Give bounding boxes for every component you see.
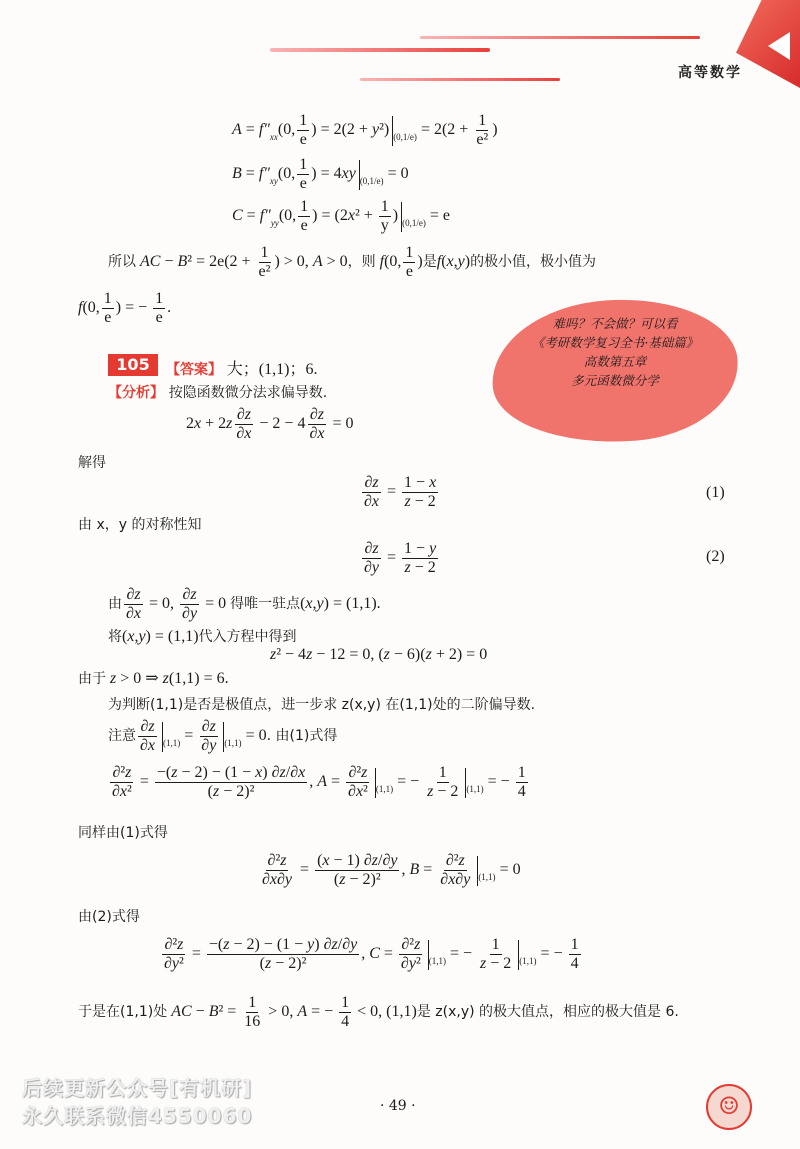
corner-arrow-icon bbox=[768, 32, 790, 60]
answer-text: 大；(1,1)；6. bbox=[226, 361, 318, 378]
substitute-line: 将(x,y) = (1,1)代入方程中得到 bbox=[108, 628, 297, 645]
text-so: 所以 bbox=[108, 254, 136, 271]
text-since: 由于 bbox=[78, 671, 106, 687]
note-line-2: 《考研数学复习全书·基础篇》 bbox=[531, 335, 699, 350]
equation-second-xy: $\frac{\text{∂²z}}{\partial x\partial y}$ = $\frac{(x - 1) \partial z/\partial y}{\text{(z − 2)²}}$ , B = $\frac{\text{∂²z}}{\partial x\partial y}$ $_{(1,1)}$ = 0 bbox=[262, 852, 521, 888]
page-number: · 49 · bbox=[380, 1098, 416, 1114]
note-line-3: 高数第五章 bbox=[583, 354, 647, 369]
text-stationary-post: 得唯一驻点 bbox=[230, 596, 301, 613]
equation-dzdx: $\frac{\partial z}{\partial x}$ = $\frac{1 - x}{z - 2}$ bbox=[364, 474, 437, 510]
text-final-post: 是 z(x,y) 的极大值点，相应的极大值是 6. bbox=[416, 1004, 679, 1021]
stationary-line: 由 $\frac{\partial z}{\partial x}$ = 0, $\frac{\partial z}{\partial y}$ = 0 得唯一驻点(x,y) = (1,1). bbox=[108, 586, 381, 622]
watermark-line-2: 永久联系微信4550060 bbox=[22, 1104, 253, 1128]
text-min-value: 的极小值，极小值为 bbox=[470, 254, 597, 271]
text-from2: 由(2)式得 bbox=[78, 909, 140, 925]
answer-tag: 【答案】 bbox=[166, 362, 222, 378]
since-line: 由于 z > 0 ⇒ z(1,1) = 6. bbox=[78, 670, 229, 687]
text-is: 是 bbox=[422, 254, 437, 271]
analysis-tag: 【分析】 bbox=[108, 385, 164, 401]
final-line: 于是在(1,1)处 AC − B² = $\frac{1}{16}$ > 0, A = − $\frac{1}{4}$ < 0, (1,1)是 z(x,y) 的极大值点，相应的极大值是 6. bbox=[78, 994, 679, 1030]
text-symmetry: 由 x，y 的对称性知 bbox=[78, 517, 202, 533]
text-solve: 解得 bbox=[78, 455, 106, 471]
text-note-post: . 由(1)式得 bbox=[266, 728, 338, 745]
text-final-pre: 于是在(1,1)处 bbox=[78, 1004, 168, 1021]
text-then: ，则 bbox=[347, 254, 376, 271]
text-similarly: 同样由(1)式得 bbox=[78, 825, 168, 841]
equation-B: $B = f''_{xy}(0$, $\frac{1}{e}$ ) = 4xy $_{(0,1/e)}$ = 0 bbox=[232, 156, 409, 192]
equation-second-yy: $\frac{\text{∂²z}}{\text{∂y²}}$ = $\frac{-(z - 2) - (1 - y) \partial z/\partial y}{\text{(z − 2)²}}$ , C = $\frac{\text{∂²z}}{\text{∂y²}}$ $_{(1,1)}$ = − $\frac{1}{z - 2}$ $_{(1,1)}$ = − $\frac{1}{4}$ bbox=[164, 936, 579, 972]
text-stationary-pre: 由 bbox=[108, 596, 122, 613]
header-stripe-1 bbox=[270, 48, 490, 52]
smiley-icon: ☺ bbox=[706, 1084, 752, 1130]
note-line: 注意 $\frac{\partial z}{\partial x}$ $_{(1,1)}$ = $\frac{\partial z}{\partial y}$ $_{(1,1)}$ = 0. 由(1)式得 bbox=[108, 718, 338, 754]
equation-dzdy: $\frac{\partial z}{\partial y}$ = $\frac{1 - y}{z - 2}$ bbox=[364, 540, 437, 576]
header-stripe-2 bbox=[420, 36, 700, 39]
text-substitute-post: 代入方程中得到 bbox=[198, 629, 297, 645]
analysis-line bbox=[108, 382, 327, 402]
header-stripe-3 bbox=[360, 78, 560, 81]
equation-quadratic: z² − 4z − 12 = 0, (z − 6)(z + 2) = 0 bbox=[270, 646, 488, 663]
text-substitute-pre: 将 bbox=[108, 629, 122, 645]
note-line-4: 多元函数微分学 bbox=[571, 373, 659, 388]
eq-label-1: (1) bbox=[706, 484, 725, 501]
answer-line bbox=[166, 356, 317, 379]
analysis-text: 按隐函数微分法求偏导数. bbox=[168, 385, 328, 401]
text-judge: 为判断(1,1)是否是极值点，进一步求 z(x,y) 在(1,1)处的二阶偏导数. bbox=[108, 697, 536, 713]
equation-A: $A = f''_{xx}(0$, $\frac{1}{e}$ ) = 2(2 + y²) $_{(0,1/e)}$ = 2(2 + $\frac{1}{\text{e²}}$ ) bbox=[232, 112, 498, 148]
problem-number-badge: 105 bbox=[108, 354, 158, 376]
handwritten-note bbox=[500, 314, 730, 390]
min-value-line: f(0, $\frac{1}{e}$ ) = − $\frac{1}{e}$ . bbox=[78, 290, 172, 326]
note-line-1: 难吗？不会做？可以看 bbox=[552, 316, 678, 331]
header-title: 高等数学 bbox=[678, 65, 742, 81]
text-note-pre: 注意 bbox=[108, 728, 136, 745]
eq-label-2: (2) bbox=[706, 548, 725, 565]
conclusion-line: 所以 AC − B² = 2e(2 + $\frac{1}{\text{e²}}$ ) > 0, A > 0，则 f(0, $\frac{1}{e}$ )是f(x,y)的极小值，极小值为 bbox=[108, 244, 597, 280]
equation-second-xx: $\frac{\text{∂²z}}{\text{∂x²}}$ = $\frac{-(z - 2) - (1 - x) \partial z/\partial x}{\text{(z − 2)²}}$ , A = $\frac{\text{∂²z}}{\text{∂x²}}$ $_{(1,1)}$ = − $\frac{1}{z - 2}$ $_{(1,1)}$ = − $\frac{1}{4}$ bbox=[112, 764, 526, 800]
equation-C: $C = f''_{yy}(0$, $\frac{1}{e}$ ) = (2x² + $\frac{1}{y}$ ) $_{(0,1/e)}$ = e bbox=[232, 198, 450, 234]
watermark-line-1: 后续更新公众号[有机研] bbox=[22, 1076, 253, 1100]
equation-implicit: 2x + 2z $\frac{\partial z}{\partial x}$ − 2 − 4 $\frac{\partial z}{\partial x}$ = 0 bbox=[186, 406, 354, 442]
